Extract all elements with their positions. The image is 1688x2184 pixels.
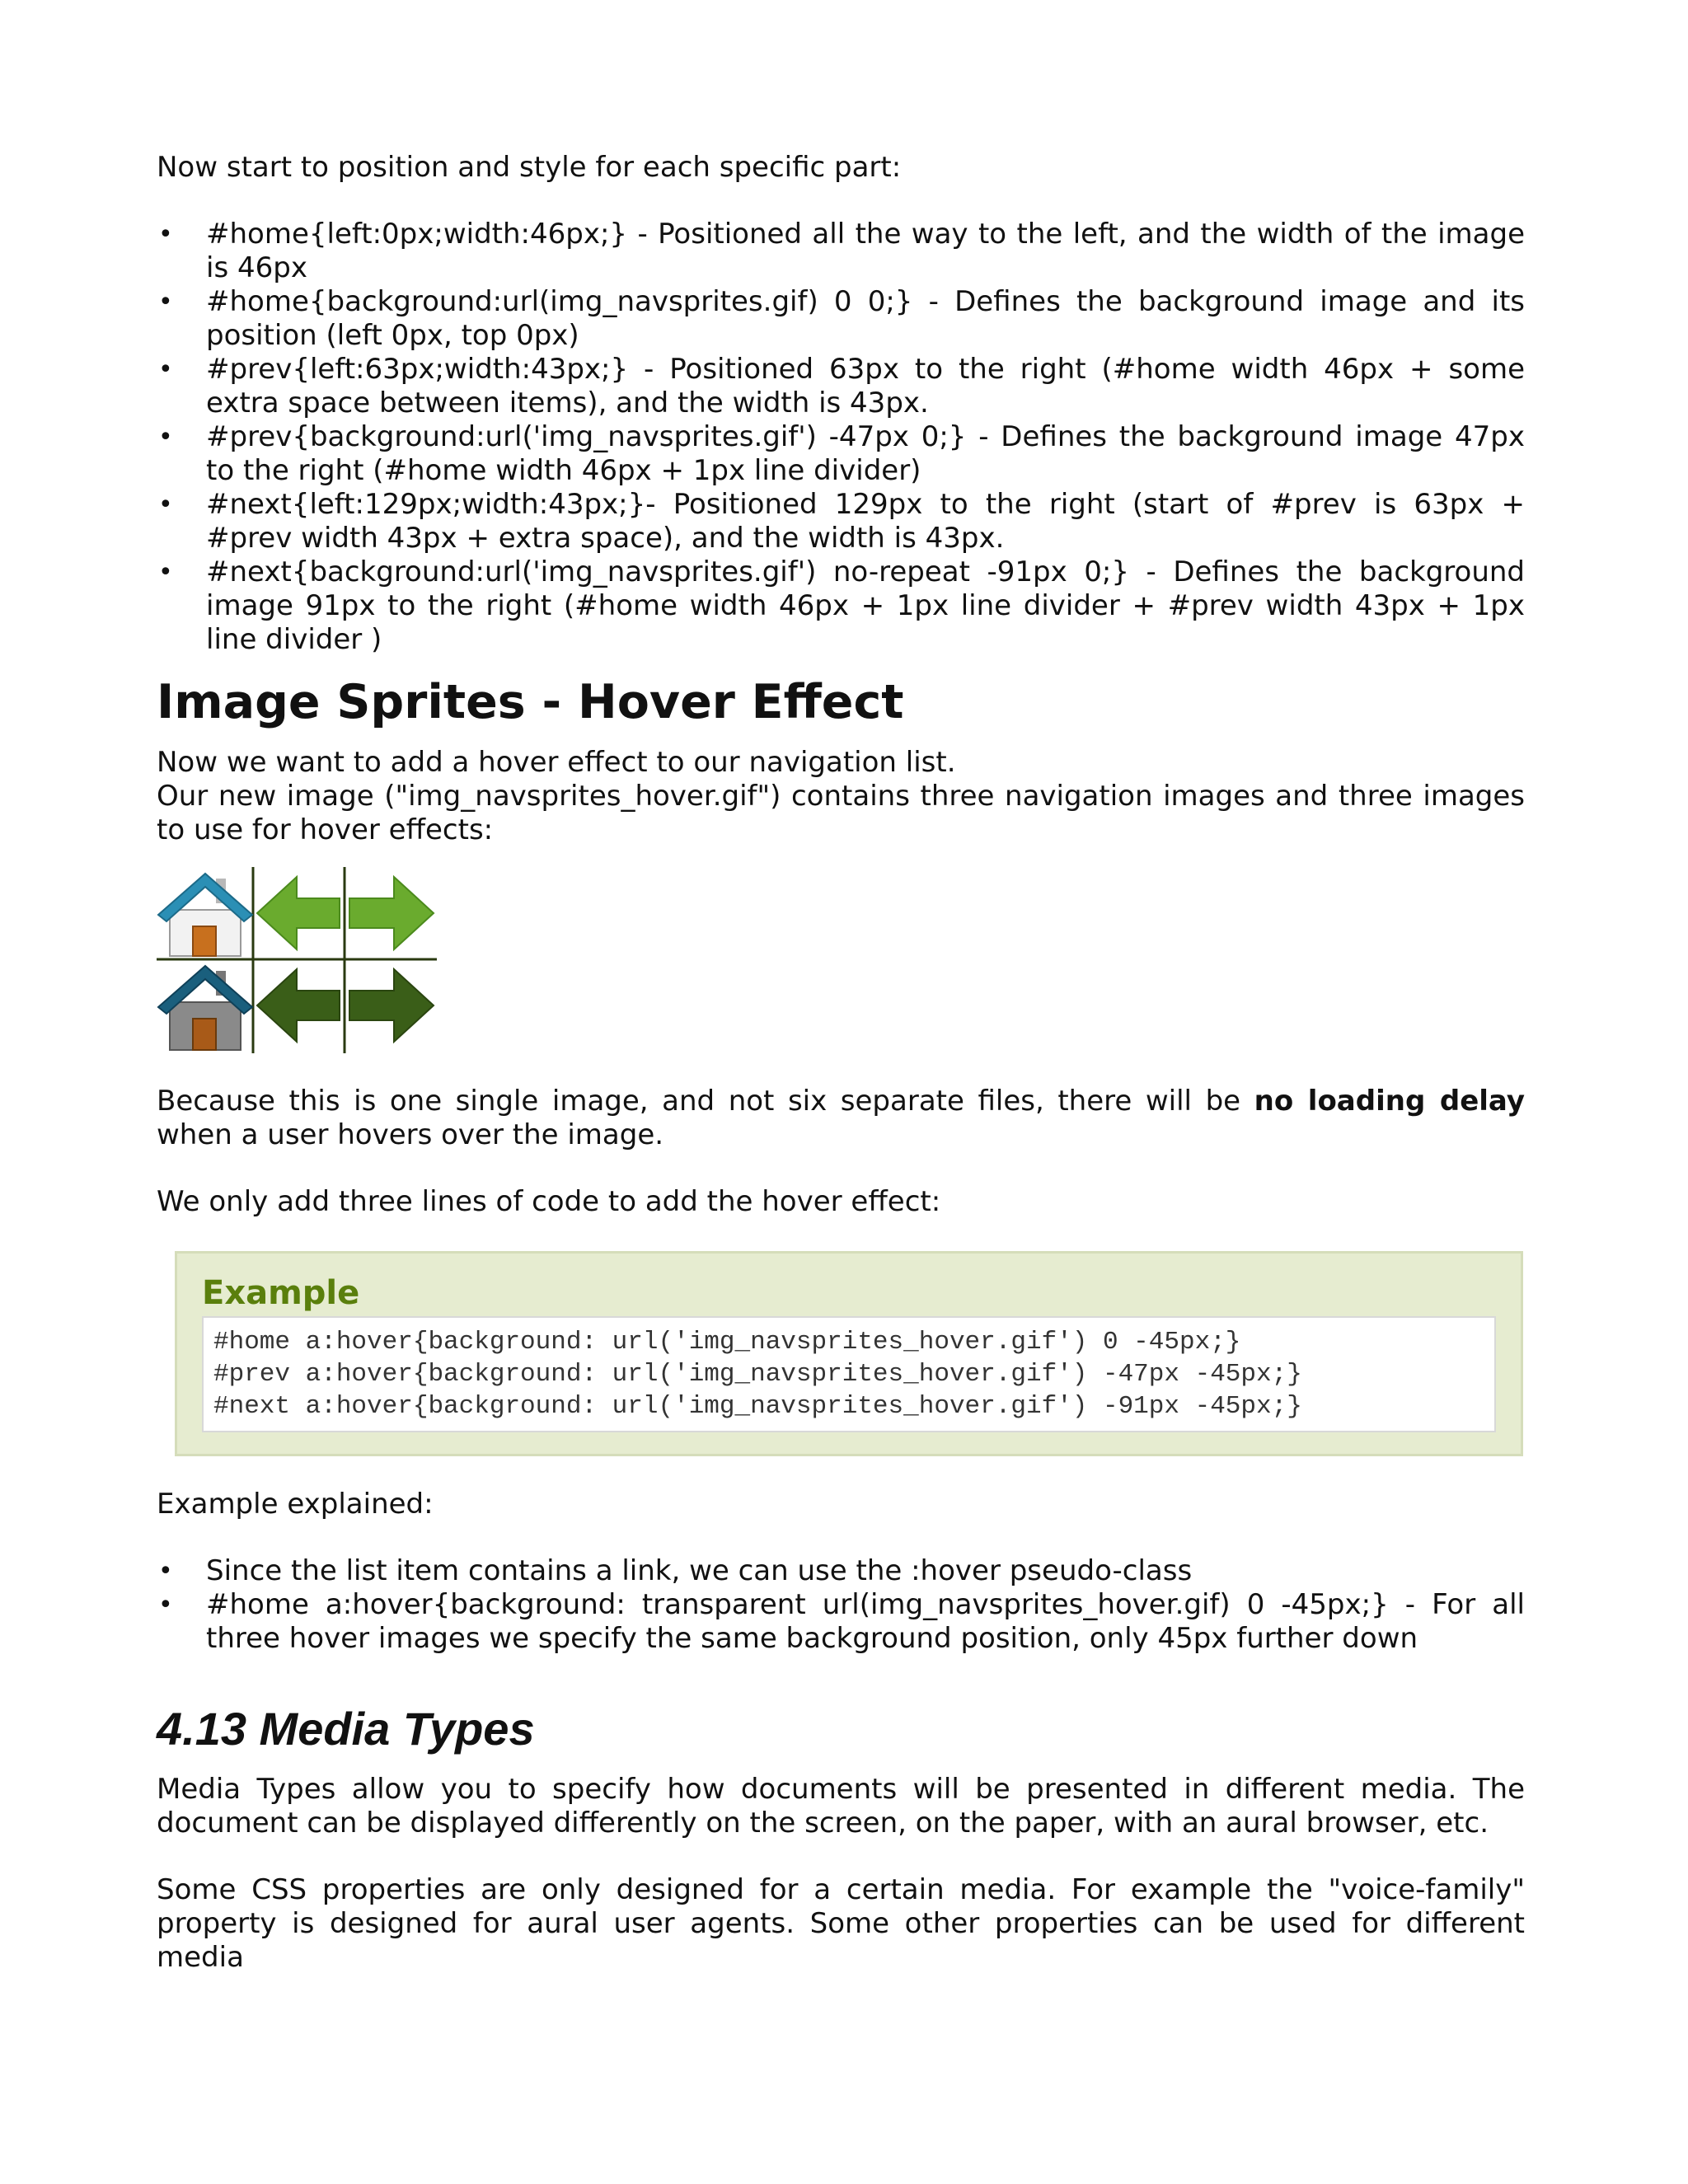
- home-icon: [158, 874, 252, 956]
- list-item: • #next{background:url('img_navsprites.gif') no-repeat -91px 0;} - Defines the background image 91px to the right (#home width 46px + 1px line divider + #prev width 43px + 1px line divider ): [157, 555, 1525, 657]
- home-hover-icon: [158, 966, 252, 1050]
- code-block: [202, 1316, 1496, 1432]
- loading-text-bold: no loading delay: [1254, 1085, 1525, 1118]
- right-arrow-hover-icon: [349, 969, 434, 1042]
- loading-text-end: when a user hovers over the image.: [157, 1118, 664, 1151]
- loading-delay-paragraph: [157, 1085, 1525, 1152]
- list-item: • #prev{background:url('img_navsprites.gif') -47px 0;} - Defines the background image 47px to the right (#home width 46px + 1px line divider): [157, 420, 1525, 488]
- positioning-list: [157, 218, 1525, 657]
- left-arrow-hover-icon: [257, 969, 340, 1042]
- explained-list: [157, 1554, 1525, 1656]
- code-line: #next a:hover{background: url('img_navsprites_hover.gif') -91px -45px;}: [213, 1392, 1302, 1421]
- list-item: • #next{left:129px;width:43px;}- Positioned 129px to the right (start of #prev is 63px + #prev width 43px + extra space), and the width is 43px.: [157, 488, 1525, 555]
- list-item: • #home a:hover{background: transparent url(img_navsprites_hover.gif) 0 -45px;} - For all three hover images we specify the same background position, only 45px further down: [157, 1588, 1525, 1656]
- example-title: Example: [202, 1274, 360, 1312]
- list-item: • #prev{left:63px;width:43px;} - Positioned 63px to the right (#home width 46px + some extra space between items), and the width is 43px.: [157, 353, 1525, 420]
- hover-intro-line: Now we want to add a hover effect to our navigation list.: [157, 746, 956, 779]
- example-box: [175, 1251, 1523, 1456]
- media-properties-paragraph: Some CSS properties are only designed for a certain media. For example the "voice-family" property is designed for aural user agents. Some other properties can be used for different media: [157, 1873, 1525, 1974]
- hover-intro-paragraph: Our new image ("img_navsprites_hover.gif") contains three navigation images and three images to use for hover effects:: [157, 780, 1525, 846]
- hover-effect-heading: Image Sprites - Hover Effect: [157, 675, 904, 729]
- code-line: #prev a:hover{background: url('img_navsprites_hover.gif') -47px -45px;}: [213, 1360, 1302, 1389]
- code-line: #home a:hover{background: url('img_navsprites_hover.gif') 0 -45px;}: [213, 1328, 1241, 1357]
- list-item: • #home{left:0px;width:46px;} - Positioned all the way to the left, and the width of the image is 46px: [157, 218, 1525, 285]
- three-lines-paragraph: We only add three lines of code to add the hover effect:: [157, 1185, 941, 1218]
- intro-paragraph: Now start to position and style for each specific part:: [157, 151, 902, 184]
- media-types-heading: 4.13 Media Types: [157, 1703, 535, 1755]
- list-item: • #home{background:url(img_navsprites.gif) 0 0;} - Defines the background image and its position (left 0px, top 0px): [157, 285, 1525, 353]
- left-arrow-icon: [257, 877, 340, 949]
- list-item: • Since the list item contains a link, we can use the :hover pseudo-class: [157, 1554, 1525, 1588]
- navsprites-hover-image: [157, 867, 437, 1053]
- media-types-paragraph: Media Types allow you to specify how documents will be presented in different media. The document can be displayed differently on the screen, on the paper, with an aural browser, etc.: [157, 1773, 1525, 1840]
- right-arrow-icon: [349, 877, 434, 949]
- example-explained-label: Example explained:: [157, 1488, 434, 1521]
- page-content: [157, 151, 1525, 1975]
- loading-text: Because this is one single image, and not six separate files, there will be: [157, 1085, 1254, 1118]
